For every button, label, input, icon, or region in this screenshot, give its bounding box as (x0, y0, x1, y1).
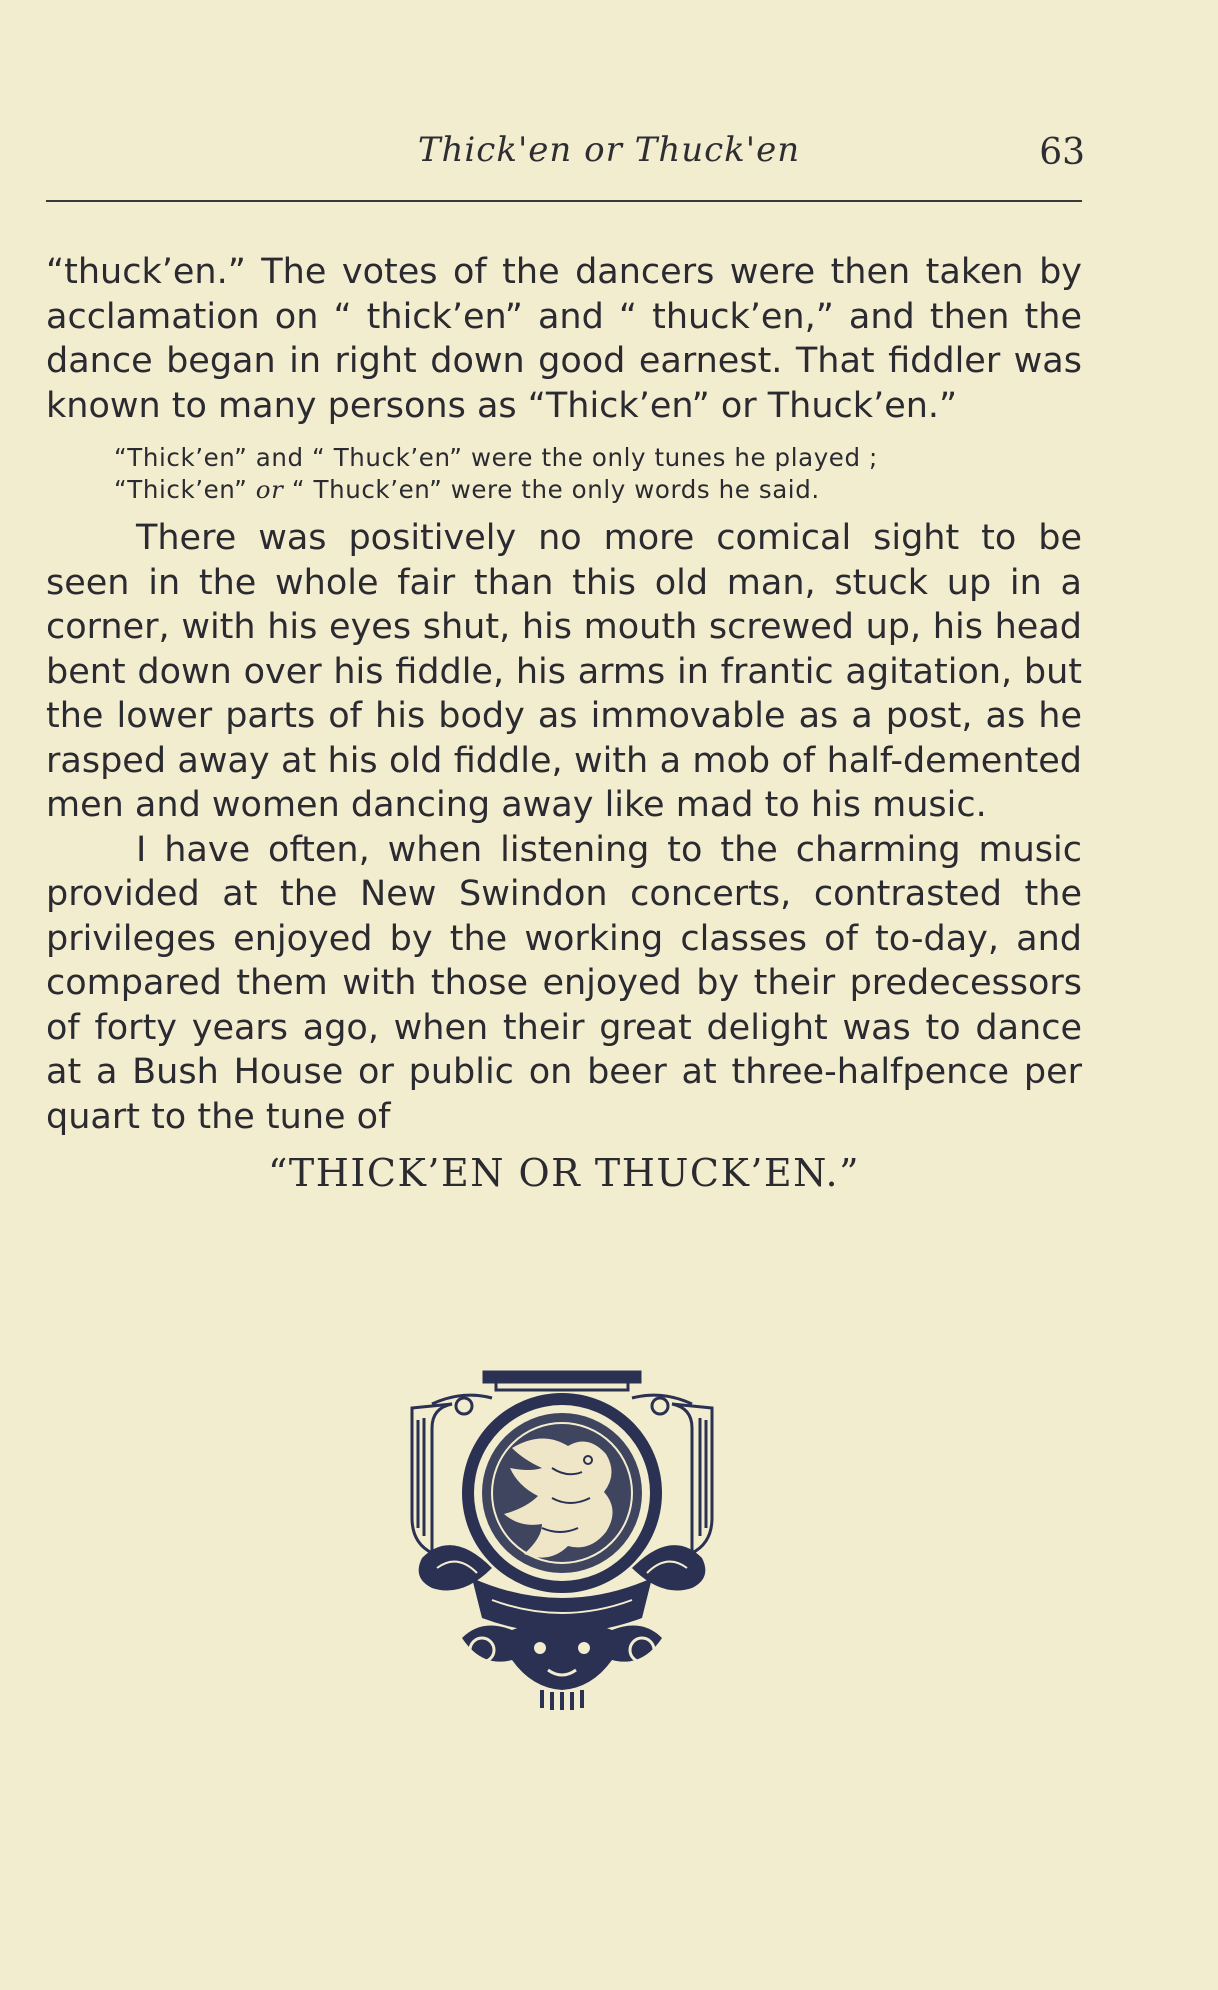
header-rule (46, 200, 1082, 202)
heraldic-lion-tailpiece-icon (392, 1368, 732, 1714)
text-block (46, 250, 1082, 1195)
running-title: Thick'en or Thuck'en (417, 130, 801, 170)
verse-line-2-start: “Thick’en” (114, 475, 248, 504)
running-head (0, 130, 1218, 180)
verse-line-2-or: or (255, 475, 284, 504)
verse-line-2 (114, 474, 1082, 506)
closing-title-line: “THICK’EN OR THUCK’EN.” (268, 1151, 860, 1195)
paragraph-1: “thuck’en.” The votes of the dancers were then taken by acclamation on “ thick’en” and “ thuck’en,” and then the dance began in right down good earnest. That fiddler was known to many persons as “Thick’en” or Thuck’en.” (46, 252, 1082, 426)
page-number: 63 (1039, 132, 1085, 173)
paragraph-3: I have often, when listening to the charming music provided at the New Swindon concerts, contrasted the privileges enjoyed by the working classes of to-day, and compared them with those enjoyed by their predecessors of forty years ago, when their great delight was to dance at a Bush House or public on beer at three-halfpence per quart to the tune of (46, 829, 1082, 1137)
verse-quote (114, 442, 1082, 506)
verse-line-2-end: “ Thuck’en” were the only words he said. (291, 475, 820, 504)
verse-line-1: “Thick’en” and “ Thuck’en” were the only tunes he played ; (114, 443, 878, 472)
paragraph-2: There was positively no more comical sight to be seen in the whole fair than this old man, stuck up in a corner, with his eyes shut, his mouth screwed up, his head bent down over his fiddle, his arms in frantic agitation, but the lower parts of his body as immovable as a post, as he rasped away at his old fiddle, with a mob of half-demented men and women dancing away like mad to his music. (46, 518, 1082, 825)
